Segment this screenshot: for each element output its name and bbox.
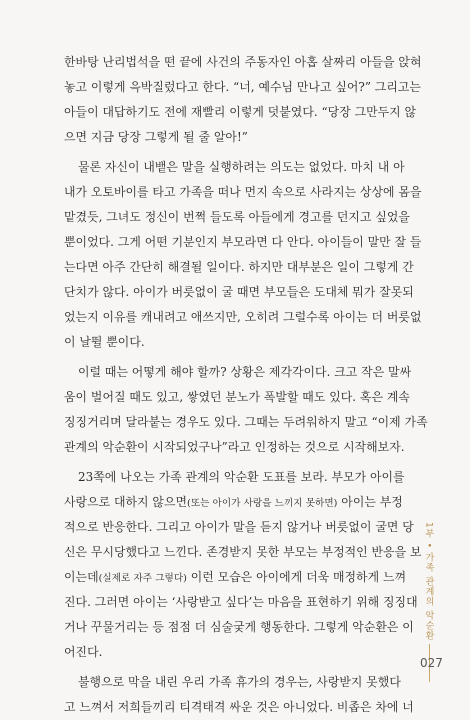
paragraph bbox=[64, 50, 422, 150]
chapter-label: 1부 • 가족 관계의 악순환 bbox=[423, 522, 434, 641]
paragraph bbox=[64, 670, 414, 720]
text-line: 으면 지금 당장 그렇게 될 줄 알아!” bbox=[64, 130, 248, 144]
paragraph bbox=[64, 360, 428, 460]
text-line: 물론 자신이 내뱉은 말을 실행하려는 의도는 없었다. 마치 내 아 bbox=[78, 160, 405, 174]
page-number: 027 bbox=[420, 656, 443, 670]
text-line: 진다. 그러면 아이는 ‘사랑받고 싶다’는 마음을 표현하기 위해 징징대 bbox=[64, 595, 418, 609]
text-line: 놓고 이렇게 윽박질렀다고 한다. “너, 예수님 만나고 싶어?” 그리고는 bbox=[64, 80, 421, 94]
text-line: 적으로 반응한다. 그리고 아이가 말을 듣지 않거나 버릇없이 굴면 당 bbox=[64, 520, 414, 534]
text-segment: 사랑으로 대하지 않으면 bbox=[64, 495, 188, 509]
text-line bbox=[64, 565, 407, 590]
text-line: 맡겼듯, 그녀도 정신이 번쩍 들도록 아들에게 경고를 던지고 싶었을 bbox=[64, 210, 410, 224]
parenthetical-note: (실제로 자주 그렇다) bbox=[98, 573, 187, 584]
text-line: 뿐이었다. 그게 어떤 기분인지 부모라면 다 안다. 아이들이 말만 잘 들 bbox=[64, 235, 422, 249]
text-line: 어진다. bbox=[64, 645, 103, 659]
paragraph bbox=[64, 155, 422, 355]
text-line bbox=[64, 490, 403, 515]
text-line: 거나 꾸물거리는 등 점점 더 심술궂게 행동한다. 그렇게 악순환은 이 bbox=[64, 620, 414, 634]
text-line: 고 느껴서 저희들끼리 티격태격 싸운 것은 아니었다. 비좁은 차에 너 bbox=[64, 700, 414, 714]
text-line: 는다면 아주 간단히 해결될 일이다. 하지만 대부분은 일이 그렇게 간 bbox=[64, 260, 414, 274]
text-segment: 이런 모습은 아이에게 더욱 매정하게 느껴 bbox=[186, 570, 407, 584]
parenthetical-note: (또는 아이가 사랑을 느끼지 못하면) bbox=[187, 498, 338, 509]
text-line: 불행으로 막을 내린 우리 가족 휴가의 경우는, 사랑받지 못했다 bbox=[78, 675, 401, 689]
text-segment: 이는데 bbox=[64, 570, 99, 584]
text-line: 아들이 대답하기도 전에 재빨리 이렇게 덧붙였다. “당장 그만두지 않 bbox=[64, 105, 417, 119]
text-line: 단치가 않다. 아이가 버릇없이 굴 때면 부모들은 도대체 뭐가 잘못되 bbox=[64, 285, 414, 299]
text-line: 이럴 때는 어떻게 해야 할까? 상황은 제각각이다. 크고 작은 말싸 bbox=[78, 365, 412, 379]
text-line: 신은 무시당했다고 느낀다. 존경받지 못한 부모는 부정적인 반응을 보 bbox=[64, 545, 422, 559]
text-line: 관계의 악순환이 시작되었구나”라고 인정하는 것으로 시작해보자. bbox=[64, 440, 405, 454]
text-line: 한바탕 난리법석을 떤 끝에 사건의 주동자인 아홉 살짜리 아들을 앉혀 bbox=[64, 55, 422, 69]
text-line: 내가 오토바이를 타고 가족을 떠나 먼지 속으로 사라지는 상상에 몸을 bbox=[64, 185, 422, 199]
body-text bbox=[64, 50, 428, 720]
text-line: 23쪽에 나오는 가족 관계의 악순환 도표를 보라. 부모가 아이를 bbox=[78, 470, 405, 484]
text-line: 었는지 이유를 캐내려고 애쓰지만, 오히려 그럴수록 아이는 더 버릇없 bbox=[64, 310, 422, 324]
text-line: 이 날뛸 뿐이다. bbox=[64, 335, 145, 349]
paragraph bbox=[64, 465, 422, 665]
text-line: 움이 벌어질 때도 있고, 쌓였던 분노가 폭발할 때도 있다. 혹은 계속 bbox=[64, 390, 410, 404]
text-segment: 아이는 부정 bbox=[337, 495, 403, 509]
text-line: 징징거리며 달라붙는 경우도 있다. 그때는 두려워하지 말고 “이제 가족 bbox=[64, 415, 428, 429]
